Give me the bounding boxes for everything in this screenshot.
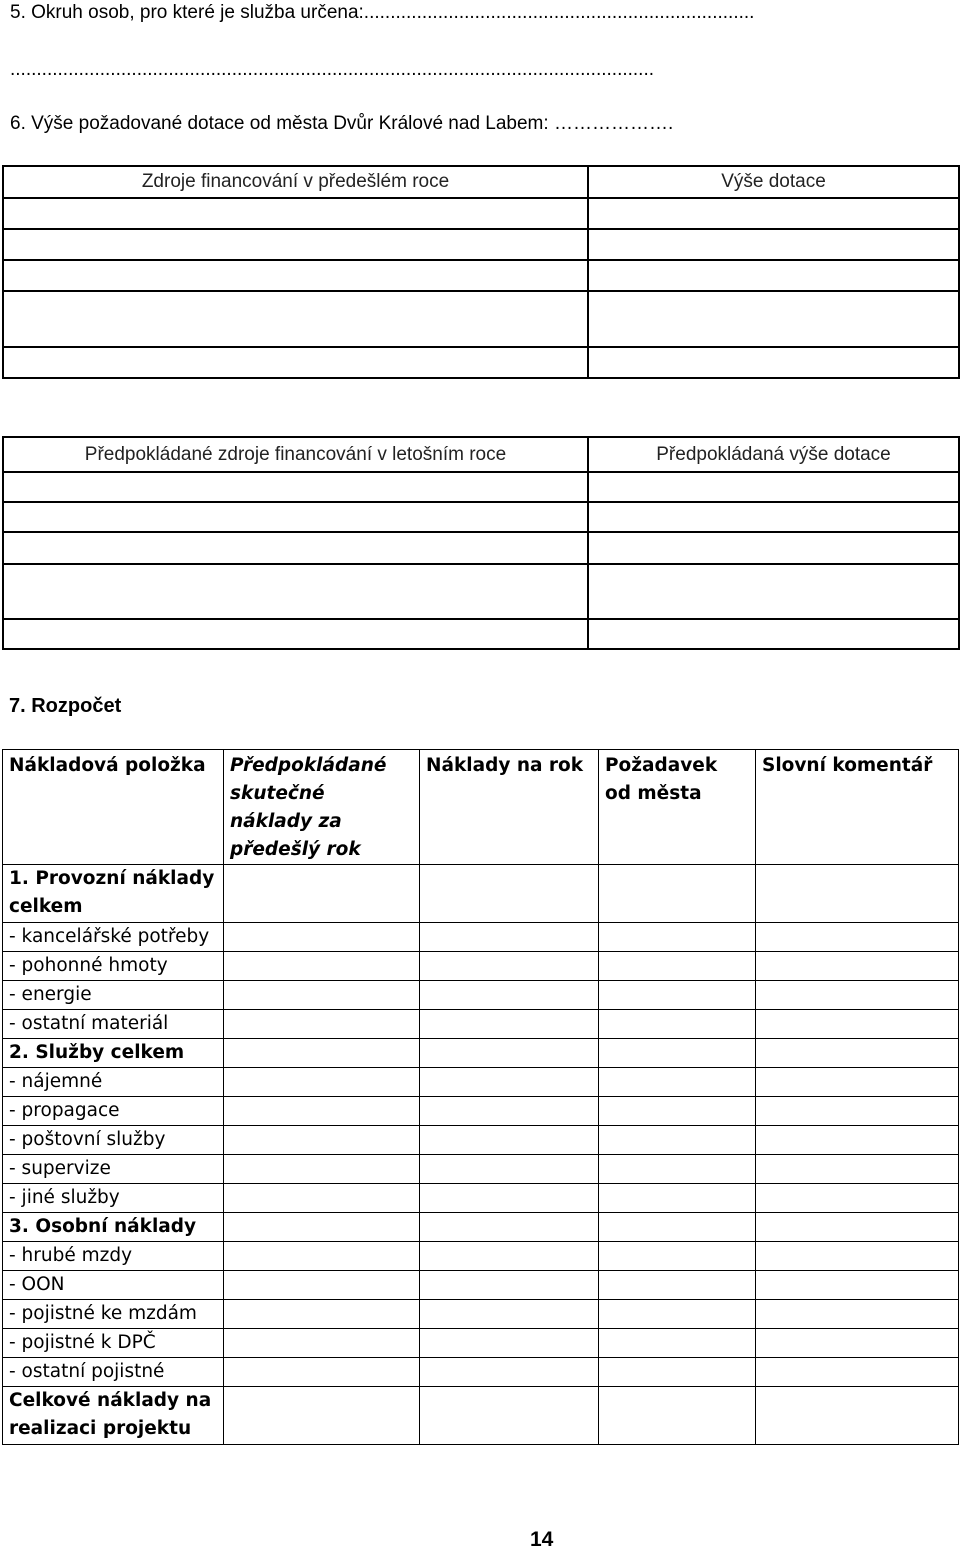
table-cell[interactable] xyxy=(599,952,756,981)
table-cell[interactable] xyxy=(3,619,588,649)
table-cell[interactable] xyxy=(588,472,959,502)
section-5-continuation: .......................................................................................................................... xyxy=(10,59,655,80)
table-cell[interactable] xyxy=(588,502,959,532)
table-cell[interactable] xyxy=(3,260,588,291)
row-label: 2. Služby celkem xyxy=(3,1039,224,1068)
row-label: - hrubé mzdy xyxy=(3,1242,224,1271)
section-6-line: 6. Výše požadované dotace od města Dvůr Králové nad Labem: ………………. xyxy=(10,113,674,134)
budget-heading: 7. Rozpočet xyxy=(9,695,122,717)
table-cell[interactable] xyxy=(599,1097,756,1126)
table-cell[interactable] xyxy=(756,923,959,952)
previous-year-amount-header: Výše dotace xyxy=(588,166,959,198)
table-cell[interactable] xyxy=(756,865,959,923)
table-cell[interactable] xyxy=(756,1213,959,1242)
table-cell[interactable] xyxy=(756,981,959,1010)
table-cell[interactable] xyxy=(420,981,599,1010)
table-cell[interactable] xyxy=(588,619,959,649)
table-cell[interactable] xyxy=(224,981,420,1010)
table-cell[interactable] xyxy=(599,1271,756,1300)
row-label: - ostatní pojistné xyxy=(3,1358,224,1387)
table-cell[interactable] xyxy=(420,1039,599,1068)
table-cell[interactable] xyxy=(420,1358,599,1387)
budget-table xyxy=(2,749,959,1445)
table-cell[interactable] xyxy=(756,1155,959,1184)
table-cell[interactable] xyxy=(420,1329,599,1358)
table-cell[interactable] xyxy=(224,923,420,952)
table-cell[interactable] xyxy=(599,981,756,1010)
table-cell[interactable] xyxy=(3,291,588,347)
table-cell[interactable] xyxy=(3,564,588,619)
row-label: Celkové náklady na realizaci projektu xyxy=(3,1387,224,1445)
table-cell[interactable] xyxy=(756,1271,959,1300)
row-label: - pojistné k DPČ xyxy=(3,1329,224,1358)
table-cell[interactable] xyxy=(599,923,756,952)
table-cell[interactable] xyxy=(224,1126,420,1155)
table-cell[interactable] xyxy=(588,347,959,378)
row-label: - pojistné ke mzdám xyxy=(3,1300,224,1329)
table-cell[interactable] xyxy=(3,532,588,564)
table-cell[interactable] xyxy=(420,1155,599,1184)
table-cell[interactable] xyxy=(756,1300,959,1329)
table-cell[interactable] xyxy=(420,1010,599,1039)
table-cell[interactable] xyxy=(756,1387,959,1445)
table-cell[interactable] xyxy=(420,1097,599,1126)
table-cell[interactable] xyxy=(588,198,959,229)
table-cell[interactable] xyxy=(420,1242,599,1271)
table-cell[interactable] xyxy=(3,502,588,532)
header-city-request: Požadavek od města xyxy=(599,750,756,865)
table-cell[interactable] xyxy=(420,1271,599,1300)
table-cell[interactable] xyxy=(3,229,588,260)
table-cell[interactable] xyxy=(224,1068,420,1097)
table-cell[interactable] xyxy=(599,1300,756,1329)
header-costs-per-year: Náklady na rok xyxy=(420,750,599,865)
table-cell[interactable] xyxy=(420,1184,599,1213)
table-cell[interactable] xyxy=(420,1300,599,1329)
table-cell[interactable] xyxy=(224,1184,420,1213)
row-label: - ostatní materiál xyxy=(3,1010,224,1039)
row-label: 1. Provozní náklady celkem xyxy=(3,865,224,923)
table-cell[interactable] xyxy=(3,347,588,378)
table-cell[interactable] xyxy=(599,865,756,923)
this-year-amount-header: Předpokládaná výše dotace xyxy=(588,437,959,472)
table-cell[interactable] xyxy=(599,1184,756,1213)
row-label: - supervize xyxy=(3,1155,224,1184)
header-previous-year-costs: Předpokládané skutečné náklady za předešlý rok xyxy=(224,750,420,865)
table-cell[interactable] xyxy=(420,1068,599,1097)
row-label: - pohonné hmoty xyxy=(3,952,224,981)
row-label: - propagace xyxy=(3,1097,224,1126)
table-cell[interactable] xyxy=(224,1271,420,1300)
table-cell[interactable] xyxy=(420,1126,599,1155)
table-cell[interactable] xyxy=(756,1126,959,1155)
table-cell[interactable] xyxy=(224,1010,420,1039)
table-cell[interactable] xyxy=(599,1068,756,1097)
table-cell[interactable] xyxy=(599,1126,756,1155)
header-cost-item: Nákladová položka xyxy=(3,750,224,865)
table-cell[interactable] xyxy=(599,1329,756,1358)
table-cell[interactable] xyxy=(420,952,599,981)
table-cell[interactable] xyxy=(599,1387,756,1445)
table-cell[interactable] xyxy=(599,1010,756,1039)
row-label: 3. Osobní náklady xyxy=(3,1213,224,1242)
previous-year-funding-table xyxy=(2,165,960,379)
table-cell[interactable] xyxy=(224,1039,420,1068)
table-cell[interactable] xyxy=(588,532,959,564)
table-cell[interactable] xyxy=(756,1184,959,1213)
table-cell[interactable] xyxy=(224,865,420,923)
table-cell[interactable] xyxy=(588,260,959,291)
table-cell[interactable] xyxy=(588,291,959,347)
table-cell[interactable] xyxy=(756,1068,959,1097)
table-cell[interactable] xyxy=(3,198,588,229)
table-cell[interactable] xyxy=(224,1213,420,1242)
page-number: 14 xyxy=(530,1528,554,1551)
table-cell[interactable] xyxy=(599,1213,756,1242)
section-5-line: 5. Okruh osob, pro které je služba určena:.......................................................................... xyxy=(10,2,755,23)
table-cell[interactable] xyxy=(420,865,599,923)
table-cell[interactable] xyxy=(420,923,599,952)
table-cell[interactable] xyxy=(224,952,420,981)
table-cell[interactable] xyxy=(224,1242,420,1271)
table-cell[interactable] xyxy=(224,1358,420,1387)
row-label: - jiné služby xyxy=(3,1184,224,1213)
table-cell[interactable] xyxy=(756,1242,959,1271)
table-cell[interactable] xyxy=(224,1097,420,1126)
table-cell[interactable] xyxy=(3,472,588,502)
row-label: - kancelářské potřeby xyxy=(3,923,224,952)
table-cell[interactable] xyxy=(756,1329,959,1358)
table-cell[interactable] xyxy=(756,1358,959,1387)
table-cell[interactable] xyxy=(599,1039,756,1068)
table-cell[interactable] xyxy=(420,1387,599,1445)
table-cell[interactable] xyxy=(588,564,959,619)
table-cell[interactable] xyxy=(756,1039,959,1068)
table-cell[interactable] xyxy=(224,1155,420,1184)
table-cell[interactable] xyxy=(599,1358,756,1387)
table-cell[interactable] xyxy=(599,1155,756,1184)
table-cell[interactable] xyxy=(756,1097,959,1126)
row-label: - poštovní služby xyxy=(3,1126,224,1155)
table-cell[interactable] xyxy=(224,1387,420,1445)
table-cell[interactable] xyxy=(756,1010,959,1039)
this-year-sources-header: Předpokládané zdroje financování v letošním roce xyxy=(3,437,588,472)
table-cell[interactable] xyxy=(420,1213,599,1242)
table-cell[interactable] xyxy=(224,1300,420,1329)
table-cell[interactable] xyxy=(224,1329,420,1358)
table-cell[interactable] xyxy=(756,952,959,981)
this-year-funding-table xyxy=(2,436,960,650)
table-cell[interactable] xyxy=(588,229,959,260)
row-label: - OON xyxy=(3,1271,224,1300)
row-label: - nájemné xyxy=(3,1068,224,1097)
row-label: - energie xyxy=(3,981,224,1010)
previous-year-sources-header: Zdroje financování v předešlém roce xyxy=(3,166,588,198)
header-comment: Slovní komentář xyxy=(756,750,959,865)
table-cell[interactable] xyxy=(599,1242,756,1271)
